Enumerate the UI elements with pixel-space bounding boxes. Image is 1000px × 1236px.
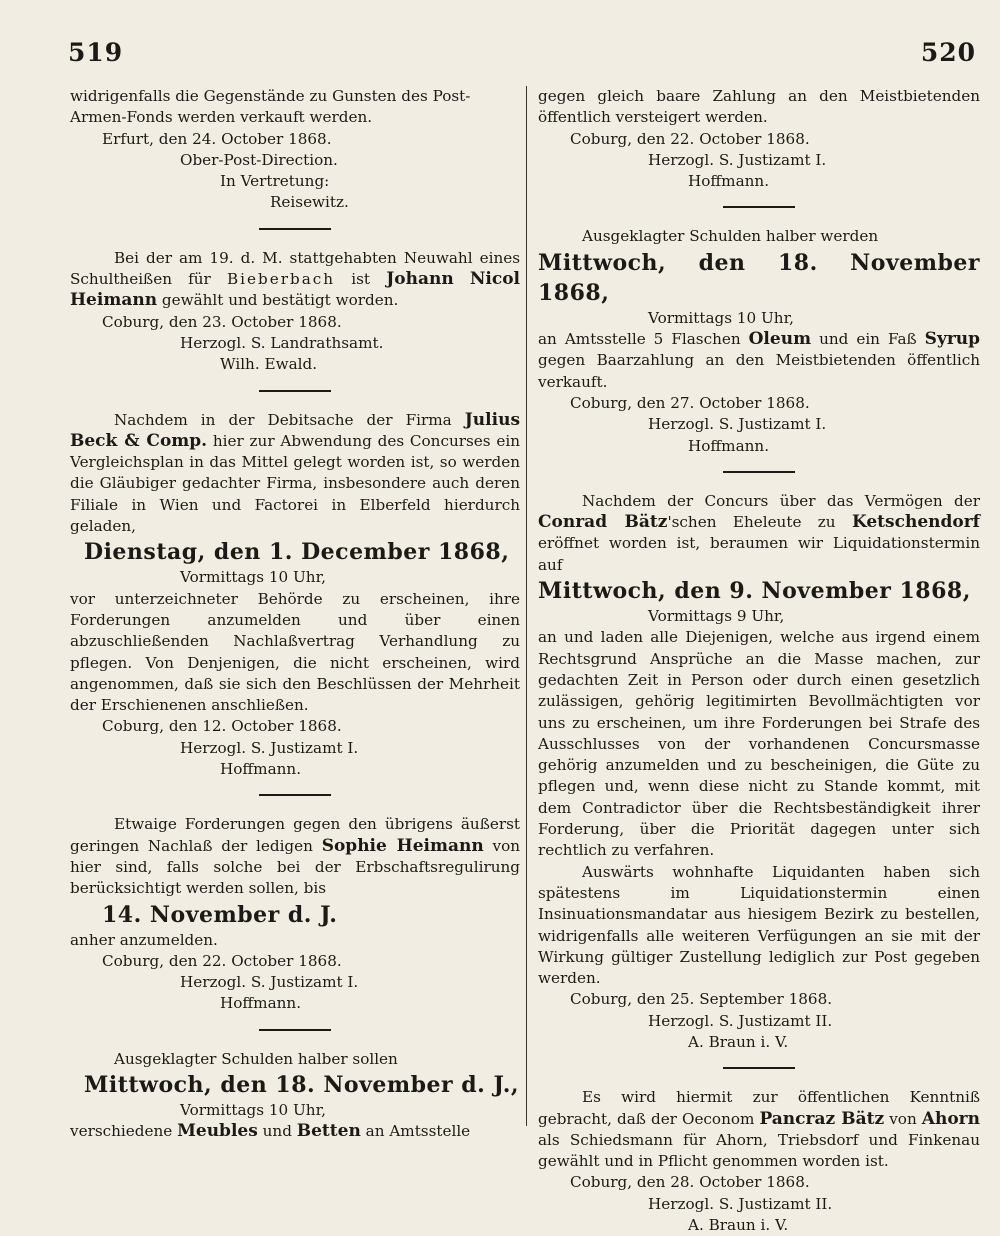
notice-date: Coburg, den 12. October 1868. — [102, 717, 342, 736]
text-run: Bei der am 19. d. M. stattgehabten Neuwahl — [114, 248, 473, 267]
right-column — [538, 86, 980, 1236]
notice-office: Herzogl. S. Justizamt I. — [648, 150, 827, 169]
notice-office: Herzogl. S. Justizamt II. — [648, 1194, 833, 1213]
notice-date: Coburg, den 28. October 1868. — [570, 1173, 810, 1192]
section-rule — [259, 228, 331, 230]
notice-office: Herzogl. S. Justizamt I. — [180, 973, 359, 992]
liquidation-time: Vormittags 9 Uhr, — [648, 607, 785, 626]
notice-date: Coburg, den 23. October 1868. — [102, 312, 342, 331]
auction-item: Syrup — [924, 329, 981, 350]
notice-heimann-estate — [70, 814, 520, 1014]
notice-signature: A. Braun i. V. — [688, 1032, 789, 1051]
notice-text — [538, 491, 980, 576]
place-name: Bieberbach — [227, 270, 336, 289]
text-run: an Amtsstelle — [365, 1122, 471, 1141]
text-run: von hier sind, falls solche bei der Erbschaftsregulirung berücksichtigt werden sollen, bis — [70, 836, 520, 898]
person-name: Pancraz Bätz — [759, 1108, 885, 1129]
hearing-date: Dienstag, den 1. December 1868, — [84, 539, 510, 566]
notice-text: vor unterzeichneter Behörde zu erscheinen, ihre Forderungen anzumelden und über einen abzuschließenden Nachlaßvertrag Verhandlung zu pflegen. Von Denjenigen, die nicht erscheinen, wird angenommen, daß sie sich den Beschlüssen der Mehrheit der Erschienenen anschließen. — [70, 589, 520, 715]
notice-text: an und laden alle Diejenigen, welche aus irgend einem Rechtsgrund Ansprüche an die Masse machen, zur gedachten Zeit in Person oder durch einen gesetzlich zulässigen, gehörig legitimirten Bevollmächtigten vor uns zu erscheinen, um ihre Forderungen bei Strafe des Ausschlusses von der vorhandenen Concursmasse gehörig anzumelden und zu bescheinigen, die Güte zu pflegen und, wenn diese nicht zu Stande kommt, mit dem Contradictor über die Rechtsbeständigkeit ihrer Forderung, über die Priorität dagegen unter sich rechtlich zu verfahren. — [538, 628, 980, 860]
person-name: Nicol Heimann — [70, 269, 521, 311]
notice-text — [70, 248, 520, 312]
notice-date: Erfurt, den 24. October 1868. — [102, 129, 332, 148]
notice-text — [70, 410, 520, 538]
person-name: Conrad Bätz — [538, 512, 668, 533]
text-run: als Schiedsmann für Ahorn, Triebsdorf und Finkenau gewählt und in Pflicht genommen worden ist. — [538, 1130, 980, 1171]
notice-representation: In Vertretung: — [220, 172, 330, 191]
auction-date: Mittwoch, den 18. November d. J., — [84, 1071, 520, 1098]
notice-office: Herzogl. S. Justizamt I. — [648, 415, 827, 434]
firm-name: Beck & Comp. — [70, 430, 208, 451]
notice-date: Coburg, den 27. October 1868. — [570, 393, 810, 412]
notice-text — [538, 1087, 980, 1172]
text-run: hier zur Abwendung des Concurses ein Vergleichsplan in das Mittel gelegt worden ist, so werden die Gläubiger gedachter Firma, insbesondere auch deren Filiale in Wien und Factorei in Elberfeld hierdurch geladen, — [70, 431, 520, 536]
notice-date: Coburg, den 25. September 1868. — [570, 990, 833, 1009]
notice-signature: Hoffmann. — [220, 994, 302, 1013]
auction-time: Vormittags 10 Uhr, — [180, 1100, 326, 1119]
notice-office: Herzogl. S. Landrathsamt. — [180, 333, 384, 352]
column-divider — [526, 86, 527, 1126]
text-run: Es wird hiermit zur öffentlichen Kenntniß gebracht, daß der Oeconom — [538, 1088, 980, 1128]
notice-baetz-bankruptcy — [538, 491, 980, 1053]
auction-date: Mittwoch, den 18. November 1868, — [538, 249, 980, 306]
notice-date: Coburg, den 22. October 1868. — [570, 129, 810, 148]
notice-text — [538, 329, 980, 393]
section-rule — [723, 206, 795, 208]
notice-text: widrigenfalls die Gegenstände zu Gunsten des Post- — [70, 87, 471, 105]
page-number-left: 519 — [68, 38, 124, 67]
left-column — [70, 86, 520, 1143]
text-run: Nachdem in der Debitsache der Firma — [114, 410, 452, 429]
deadline-date: 14. November d. J. — [102, 901, 338, 928]
liquidation-date: Mittwoch, den 9. November 1868, — [538, 578, 971, 605]
notice-signature: Hoffmann. — [688, 172, 770, 191]
notice-post-auction-end — [70, 86, 520, 214]
notice-oleum-auction — [538, 226, 980, 456]
notice-beck-settlement — [70, 410, 520, 781]
section-rule — [259, 1029, 331, 1031]
notice-office: Ober-Post-Direction. — [180, 150, 338, 169]
auction-item: Meubles — [177, 1121, 258, 1142]
text-run: ist — [351, 270, 371, 289]
person-name: Sophie Heimann — [321, 835, 484, 856]
firm-name: Julius — [464, 409, 521, 430]
text-run: 'schen Eheleute zu — [667, 513, 836, 532]
notice-signature: A. Braun i. V. — [688, 1216, 789, 1235]
section-rule — [723, 1067, 795, 1069]
notice-signature: Reisewitz. — [270, 193, 349, 212]
notice-text — [70, 814, 520, 899]
text-run: Nachdem der Concurs über das Vermögen der — [582, 491, 980, 510]
notice-text: Auswärts wohnhafte Liquidanten haben sich spätestens im Liquidationstermin einen Insinuationsmandatar aus hiesigem Bezirk zu bestellen, widrigenfalls alle weiteren Verfügungen an sie mit der Wirkung gültiger Zustellung lediglich zur Post gegeben werden. — [538, 862, 980, 988]
notice-furniture-auction — [70, 1049, 520, 1143]
text-run: von — [889, 1109, 917, 1128]
section-rule — [259, 390, 331, 392]
notice-text — [70, 1121, 520, 1142]
text-run: gewählt und bestätigt worden. — [161, 291, 399, 310]
notice-text: Ausgeklagter Schulden halber sollen — [114, 1049, 398, 1068]
section-rule — [723, 471, 795, 473]
auction-item: Oleum — [748, 329, 812, 350]
notice-text: Armen-Fonds werden verkauft werden. — [70, 108, 373, 127]
text-run: eröffnet worden ist, beraumen wir Liquidationstermin auf — [538, 534, 980, 574]
notice-signature: Hoffmann. — [220, 760, 302, 779]
notice-text: anher anzumelden. — [70, 930, 218, 949]
notice-mayor-election — [70, 248, 520, 376]
place-name: Ahorn — [921, 1108, 980, 1129]
auction-time: Vormittags 10 Uhr, — [648, 308, 794, 327]
notice-date: Coburg, den 22. October 1868. — [102, 951, 342, 970]
place-name: Ketschendorf — [851, 512, 980, 533]
auction-item: Betten — [296, 1121, 361, 1142]
notice-arbitrator-appointment — [538, 1087, 980, 1236]
text-run: verschiedene — [70, 1122, 173, 1141]
notice-office: Herzogl. S. Justizamt I. — [180, 738, 359, 757]
notice-office: Herzogl. S. Justizamt II. — [648, 1011, 833, 1030]
person-name: Johann — [386, 269, 454, 290]
notice-text: Ausgeklagter Schulden halber werden — [582, 227, 879, 246]
text-run: gegen Baarzahlung an den Meistbietenden öffentlich verkauft. — [538, 351, 980, 391]
text-run: eines Schultheißen für — [70, 248, 521, 289]
notice-furniture-auction-cont — [538, 86, 980, 192]
hearing-time: Vormittags 10 Uhr, — [180, 568, 326, 587]
text-run: Etwaige Forderungen gegen den übrigens äußerst geringen Nachlaß der ledigen — [70, 815, 520, 855]
section-rule — [259, 794, 331, 796]
notice-signature: Wilh. Ewald. — [220, 355, 318, 374]
page-number-right: 520 — [920, 38, 976, 67]
text-run: an Amtsstelle 5 Flaschen — [538, 330, 741, 349]
notice-signature: Hoffmann. — [688, 436, 770, 455]
text-run: und — [262, 1122, 292, 1141]
text-run: und ein Faß — [819, 330, 917, 349]
notice-text: gegen gleich baare Zahlung an den Meistbietenden öffentlich versteigert werden. — [538, 87, 980, 127]
